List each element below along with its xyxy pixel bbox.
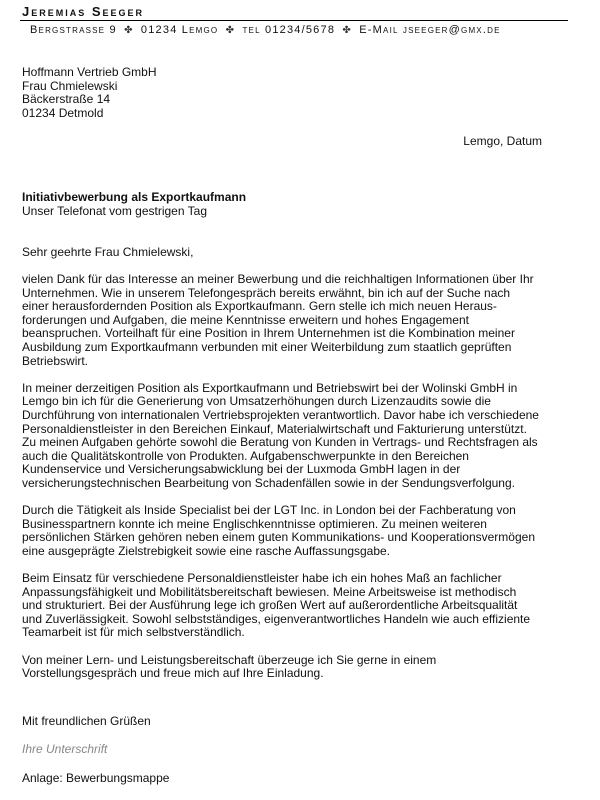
separator-icon: ✤ xyxy=(342,25,352,36)
separator-icon: ✤ xyxy=(124,25,134,36)
body-paragraph xyxy=(22,504,550,558)
paragraph-line: und Zuverlässigkeit. Sowohl selbstständiges, eigenverantwortliches Handeln wie auch effiziente xyxy=(22,611,531,626)
paragraph-line: Kundenservice und Versicherungsabwicklung bei der Luxmoda GmbH lagen in der xyxy=(22,462,461,477)
paragraph-line: Personaldienstleister in den Bereichen Einkauf, Materialwirtschaft und Fakturierung unterstützt. xyxy=(22,421,527,436)
body-paragraph xyxy=(22,382,550,491)
paragraph-line: forderungen und Aufgaben, die meine Kenntnisse erweitern und hohes Engagement xyxy=(22,312,469,327)
paragraph-line: beanspruchen. Vorteilhaft für eine Position in Ihrem Unternehmen ist die Kombination meiner xyxy=(22,326,515,341)
sender-phone-label: tel xyxy=(242,24,261,36)
paragraph-line: Teamarbeit ist für mich selbstverständlich. xyxy=(22,625,245,640)
paragraph-line: und strukturiert. Bei der Ausführung lege ich großen Wert auf außerordentliche Arbeitsqualität xyxy=(22,598,518,613)
paragraph-line: In meiner derzeitigen Position als Exportkaufmann und Betriebswirt bei der Wolinski GmbH in xyxy=(22,380,518,395)
letter-body xyxy=(22,273,550,694)
sender-name: Jeremias Seeger xyxy=(22,4,145,19)
body-paragraph xyxy=(22,273,550,368)
recipient-address xyxy=(22,66,157,120)
sender-street: Bergstrasse 9 xyxy=(30,24,117,36)
paragraph-line: Zu meinen Aufgaben gehörte sowohl die Beratung von Kunden in Vertrags- und Rechtsfragen als xyxy=(22,435,538,450)
separator-icon: ✤ xyxy=(225,25,236,36)
header-divider xyxy=(20,20,568,21)
body-paragraph xyxy=(22,572,550,640)
subject-block xyxy=(22,191,246,218)
recipient-company: Hoffmann Vertrieb GmbH xyxy=(22,65,157,79)
paragraph-line: Unternehmen. Wie in unserem Telefongespräch bereits erwähnt, bin ich auf der Suche nach xyxy=(22,285,511,300)
salutation: Sehr geehrte Frau Chmielewski, xyxy=(22,245,194,259)
paragraph-line: Ausbildung zum Exportkaufmann verbunden mit einer Weiterbildung zum staatlich geprüften xyxy=(22,339,512,354)
attachment-note: Anlage: Bewerbungsmappe xyxy=(22,771,170,785)
paragraph-line: einer herausfordernden Position als Exportkaufmann. Gern stelle ich mich neuen Heraus- xyxy=(22,299,497,314)
body-paragraph xyxy=(22,654,550,681)
paragraph-line: persönlichen Stärken gehören neben einem guten Kommunikations- und Kooperationsvermögen xyxy=(22,530,535,545)
paragraph-line: eine ausgeprägte Zielstrebigkeit sowie eine rasche Auffassungsgabe. xyxy=(22,543,391,558)
subject-title: Initiativbewerbung als Exportkaufmann xyxy=(22,190,247,204)
paragraph-line: versicherungstechnischen Bearbeitung von Schadenfällen sowie in der Sendungsverfolgung. xyxy=(22,475,515,490)
paragraph-line: Durch die Tätigkeit als Inside Specialist bei der LGT Inc. in London bei der Fachberatung von xyxy=(22,503,516,518)
closing: Mit freundlichen Grüßen xyxy=(22,714,151,728)
paragraph-line: Anpassungsfähigkeit und Mobilitätsbereitschaft bewiesen. Meine Arbeitsweise ist methodisch xyxy=(22,584,517,599)
paragraph-line: Vorstellungsgespräch und freue mich auf Ihre Einladung. xyxy=(22,666,324,681)
sender-contact-line xyxy=(30,24,501,36)
signature-placeholder: Ihre Unterschrift xyxy=(22,742,108,756)
sender-city: 01234 Lemgo xyxy=(140,24,219,36)
place-date: Lemgo, Datum xyxy=(463,134,542,148)
recipient-city: 01234 Detmold xyxy=(22,105,104,120)
paragraph-line: Durchführung von internationalen Vertriebsprojekten verantwortlich. Davor habe ich verschiedene xyxy=(22,407,539,422)
paragraph-line: Betriebswirt. xyxy=(22,353,89,368)
subject-reference: Unser Telefonat vom gestrigen Tag xyxy=(22,203,207,218)
paragraph-line: Beim Einsatz für verschiedene Personaldienstleister habe ich ein hohes Maß an fachlicher xyxy=(22,571,502,586)
paragraph-line: auch die Qualitätskontrolle von Produkten. Aufgabenschwerpunkte in den Bereichen xyxy=(22,448,469,463)
paragraph-line: Businesspartnern konnte ich meine Englischkenntnisse optimieren. Zu meinen weiteren xyxy=(22,516,487,531)
recipient-street: Bäckerstraße 14 xyxy=(22,92,111,106)
recipient-contact: Frau Chmielewski xyxy=(22,78,118,93)
paragraph-line: Von meiner Lern- und Leistungsbereitschaft überzeuge ich Sie gerne in einem xyxy=(22,652,437,667)
sender-email-label: E-Mail xyxy=(359,24,399,36)
sender-phone: 01234/5678 xyxy=(265,24,336,36)
paragraph-line: Lemgo bin ich für die Generierung von Umsatzerhöhungen durch Lizenzaudits sowie die xyxy=(22,394,491,409)
paragraph-line: vielen Dank für das Interesse an meiner Bewerbung und die reichhaltigen Informationen über Ihr xyxy=(22,272,534,286)
sender-email[interactable]: jseeger@gmx.de xyxy=(402,24,501,36)
